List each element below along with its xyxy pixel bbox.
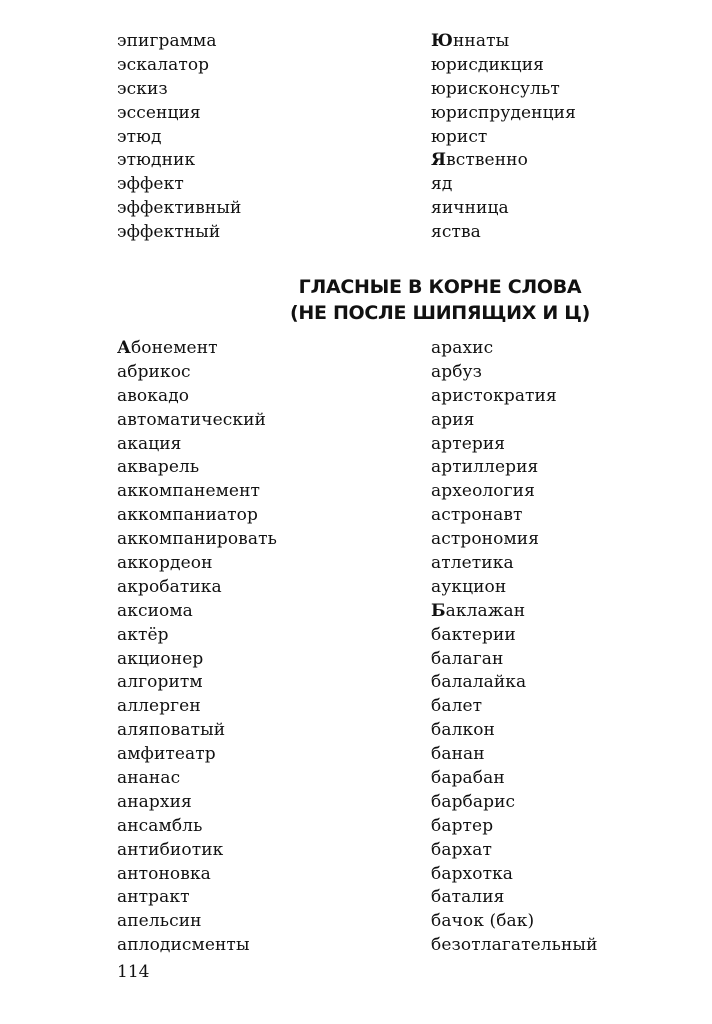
word-entry: ананас [117,768,181,789]
word-entry: ансамбль [117,815,203,836]
word-entry: барабан [431,768,505,789]
word-entry: анархия [117,791,192,812]
page-number: 114 [117,962,150,982]
word-entry: авокадо [117,385,190,406]
section-heading-line-1: ГЛАСНЫЕ В КОРНЕ СЛОВА [298,276,582,298]
word-entry: яичница [431,198,509,219]
word-entry: артерия [431,433,506,454]
word-entry: астронавт [431,505,523,526]
word-entry: аккомпаниатор [117,505,258,526]
word-entry: аксиома [117,600,193,621]
word-entry: бархат [431,839,492,860]
word-entry: Баклажан [431,600,526,621]
word-entry: аристократия [431,385,557,406]
word-entry: эффект [117,174,184,195]
word-entry: эссенция [117,102,201,123]
word-entry: Явственно [431,150,528,171]
word-entry: атлетика [431,553,514,574]
word-entry: юрист [431,126,488,147]
word-entry: юрисдикция [431,54,544,75]
word-entry: аллерген [117,696,201,717]
word-entry: балкон [431,720,495,741]
word-entry: эпиграмма [117,31,217,51]
word-entry: балаган [431,648,504,669]
word-entry: амфитеатр [117,744,216,765]
word-entry: аляповатый [117,720,226,741]
word-entry: акционер [117,648,204,669]
word-entry: аккомпанировать [117,529,277,550]
word-entry: банан [431,744,485,765]
word-entry: этюдник [117,150,196,171]
word-entry: этюд [117,126,162,147]
top-right-word-list [431,30,576,245]
word-entry: бактерии [431,624,516,645]
word-entry: эскиз [117,78,168,99]
word-entry: акварель [117,457,200,478]
word-entry: Абонемент [117,338,218,358]
word-entry: бачок (бак) [431,911,535,932]
word-entry: алгоритм [117,672,203,693]
word-entry: эскалатор [117,54,210,75]
word-entry: апельсин [117,911,202,932]
section-heading-line-2: (НЕ ПОСЛЕ ШИПЯЩИХ И Ц) [289,302,591,324]
word-entry: абрикос [117,361,191,382]
word-entry: археология [431,481,535,502]
word-entry: юриспруденция [431,102,576,123]
word-entry: юрисконсульт [431,78,560,99]
word-entry: антибиотик [117,839,224,860]
word-entry: ария [431,409,475,430]
word-entry: эффектный [117,222,221,243]
word-entry: артиллерия [431,457,539,478]
word-entry: баталия [431,887,505,908]
word-entry: актёр [117,624,169,645]
word-entry: автоматический [117,409,266,430]
word-entry: балалайка [431,672,527,693]
word-entry: акробатика [117,576,222,597]
word-entry: бархотка [431,863,514,884]
word-entry: яд [431,174,453,195]
word-entry: аккомпанемент [117,481,261,502]
word-entry: Юннаты [431,31,510,51]
main-right-word-list [431,337,598,958]
main-left-word-list [117,337,277,958]
word-entry: арахис [431,338,494,358]
word-entry: астрономия [431,529,540,550]
word-entry: эффективный [117,198,242,219]
top-left-word-list [117,30,241,245]
word-entry: бартер [431,815,494,836]
word-entry: антоновка [117,863,211,884]
word-entry: антракт [117,887,190,908]
word-entry: балет [431,696,483,717]
word-entry: аукцион [431,576,507,597]
word-entry: яства [431,222,481,243]
word-entry: барбарис [431,791,516,812]
word-entry: аккордеон [117,553,213,574]
word-entry: акация [117,433,182,454]
word-entry: арбуз [431,361,483,382]
word-entry: безотлагательный [431,935,598,956]
word-entry: аплодисменты [117,935,250,956]
